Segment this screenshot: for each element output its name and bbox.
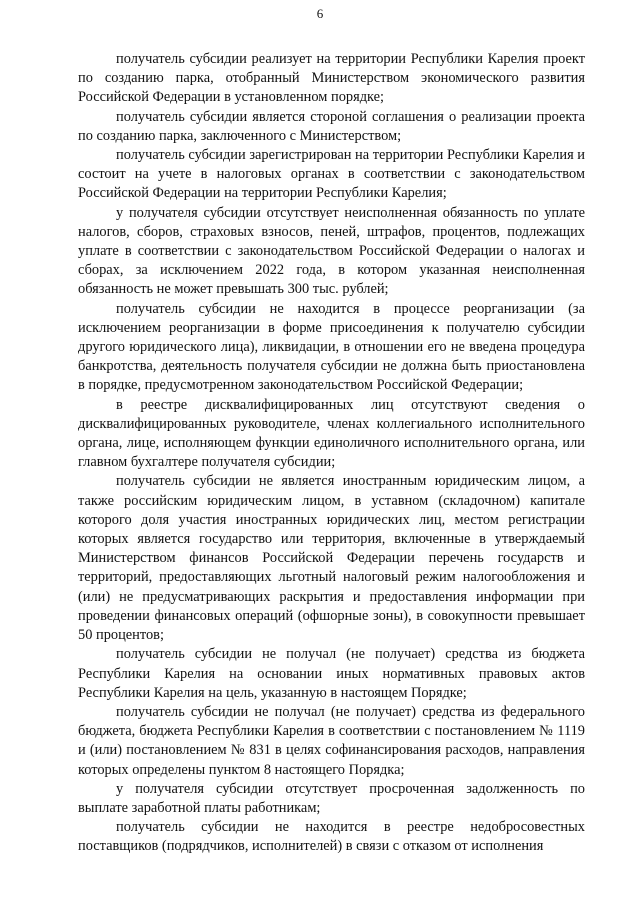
paragraph-11: получатель субсидии не находится в реестре недобросовестных поставщиков (подрядчиков, исполнителей) в связи с отказом от исполнения bbox=[78, 819, 585, 855]
paragraph-1: получатель субсидии реализует на территории Республики Карелия проект по созданию парка, отобранный Министерством экономического развития Российской Федерации в установленном порядке; bbox=[78, 51, 585, 106]
paragraph-6: в реестре дисквалифицированных лиц отсутствуют сведения о дисквалифицированных руководителе, членах коллегиального исполнительного органа, лице, исполняющем функции единоличного исполнительного органа, или главном бухгалтере получателя субсидии; bbox=[78, 396, 585, 471]
paragraph-9: получатель субсидии не получал (не получает) средства из федерального бюджета, бюджета Республики Карелия в соответствии с постановлением № 1119 и (или) постановлением № 831 в целях софинансирования расходов, направления которых определены пунктом 8 настоящего Порядка; bbox=[78, 703, 585, 778]
paragraph-3: получатель субсидии зарегистрирован на территории Республики Карелия и состоит на учете в налоговых органах в соответствии с законодательством Российской Федерации на территории Республики Карелия; bbox=[78, 147, 585, 202]
paragraph-5: получатель субсидии не находится в процессе реорганизации (за исключением реорганизации в форме присоединения к получателю субсидии другого юридического лица), ликвидации, в отношении его не введена процедура банкротства, деятельность получателя субсидии не должна быть приостановлена в порядке, предусмотренном законодательством Российской Федерации; bbox=[78, 300, 585, 394]
paragraph-2: получатель субсидии является стороной соглашения о реализации проекта по созданию парка, заключенного с Министерством; bbox=[78, 108, 585, 144]
page-number: 6 bbox=[316, 6, 324, 21]
paragraph-8: получатель субсидии не получал (не получает) средства из бюджета Республики Карелия на основании иных нормативных правовых актов Республики Карелия на цель, указанную в настоящем Порядке; bbox=[78, 646, 585, 701]
paragraph-4: у получателя субсидии отсутствует неисполненная обязанность по уплате налогов, сборов, страховых взносов, пеней, штрафов, процентов, подлежащих уплате в соответствии с законодательством Российской Федерации о налогах и сборах, за исключением 2022 года, в котором указанная неисполненная обязанность не может превышать 300 тыс. рублей; bbox=[78, 204, 585, 298]
paragraph-7: получатель субсидии не является иностранным юридическим лицом, а также российским юридическим лицом, в уставном (складочном) капитале которого доля участия иностранных юридических лиц, местом регистрации которых является государство или территория, включенные в утверждаемый Министерством финансов Российской Федерации перечень государств и территорий, предоставляющих льготный налоговый режим налогообложения и (или) не предусматривающих раскрытия и предоставления информации при проведении финансовых операций (офшорные зоны), в совокупности превышает 50 процентов; bbox=[78, 473, 585, 644]
document-body bbox=[78, 50, 585, 857]
paragraph-10: у получателя субсидии отсутствует просроченная задолженность по выплате заработной платы работникам; bbox=[78, 780, 585, 816]
